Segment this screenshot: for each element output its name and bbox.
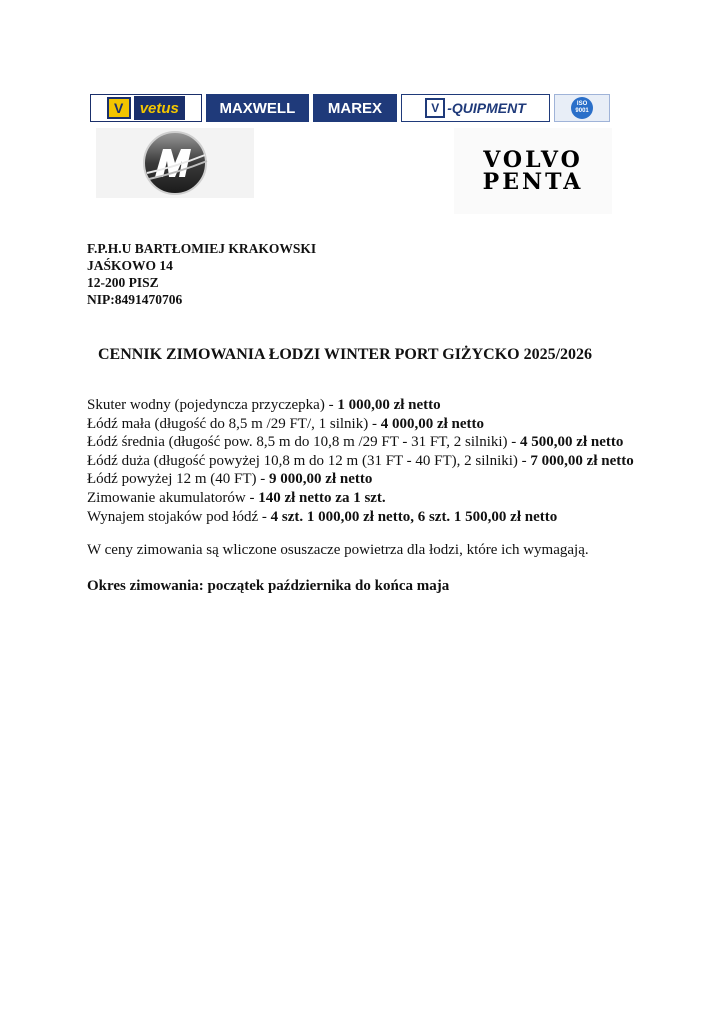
price-value: 1 000,00 zł netto xyxy=(337,397,441,413)
company-city: 12-200 PISZ xyxy=(87,275,159,290)
price-label: Wynajem stojaków pod łódź - xyxy=(87,508,271,525)
iso-badge-bottom: 9001 xyxy=(575,108,589,114)
wintering-period: Okres zimowania: początek października do końca maja xyxy=(87,578,450,594)
price-value: 4 000,00 zł netto xyxy=(380,415,485,432)
price-value: 140 zł netto za 1 szt. xyxy=(258,489,386,506)
volvo-logo-line1: VOLVO xyxy=(483,147,583,173)
price-row xyxy=(87,433,687,452)
price-label: Skuter wodny (pojedyncza przyczepka) - xyxy=(87,397,338,413)
price-label: Łódź mała (długość do 8,5 m /29 FT/, 1 silnik) - xyxy=(87,415,381,432)
price-label: Łódź duża (długość powyżej 10,8 m do 12 m (31 FT - 40 FT), 2 silniki) - xyxy=(87,452,531,469)
marex-logo: MAREX xyxy=(313,94,397,122)
company-nip: NIP:8491470706 xyxy=(87,292,183,307)
price-value: 9 000,00 zł netto xyxy=(269,471,373,488)
vetus-logo xyxy=(90,94,202,122)
price-value: 4 500,00 zł netto xyxy=(520,434,624,451)
iso-badge-icon xyxy=(571,97,593,119)
price-value: 7 000,00 zł netto xyxy=(530,452,634,469)
price-label: Łódź powyżej 12 m (40 FT) - xyxy=(87,471,270,488)
vetus-logo-text: vetus xyxy=(134,96,185,120)
v-quipment-v-icon: V xyxy=(425,98,445,118)
mercury-logo xyxy=(96,128,254,198)
vetus-v-icon: V xyxy=(107,97,131,119)
partner-logos-strip xyxy=(90,94,610,122)
price-row xyxy=(87,508,687,527)
volvo-penta-logo xyxy=(454,128,612,214)
price-row xyxy=(87,396,687,415)
price-row xyxy=(87,415,687,434)
price-row xyxy=(87,452,687,471)
included-note: W ceny zimowania są wliczone osuszacze powietrza dla łodzi, które ich wymagają. xyxy=(87,542,589,558)
page-title: CENNIK ZIMOWANIA ŁODZI WINTER PORT GIŻYCKO 2025/2026 xyxy=(98,346,593,363)
price-label: Łódź średnia (długość pow. 8,5 m do 10,8 m /29 FT - 31 FT, 2 silniki) - xyxy=(87,434,521,451)
company-name: F.P.H.U BARTŁOMIEJ KRAKOWSKI xyxy=(87,241,317,256)
price-row xyxy=(87,470,687,489)
iso-9001-logo xyxy=(554,94,610,122)
price-list xyxy=(87,396,687,526)
company-street: JAŚKOWO 14 xyxy=(87,258,173,273)
price-value: 4 szt. 1 000,00 zł netto, 6 szt. 1 500,00 zł netto xyxy=(270,508,558,525)
company-address xyxy=(87,240,316,308)
iso-badge-top: ISO xyxy=(576,101,588,107)
mercury-m-icon xyxy=(135,129,215,197)
v-quipment-logo-text: -QUIPMENT xyxy=(447,100,526,116)
price-label: Zimowanie akumulatorów - xyxy=(87,489,259,506)
volvo-logo-line2: PENTA xyxy=(482,169,584,195)
price-row xyxy=(87,489,687,508)
v-quipment-logo xyxy=(401,94,550,122)
maxwell-logo: MAXWELL xyxy=(206,94,310,122)
